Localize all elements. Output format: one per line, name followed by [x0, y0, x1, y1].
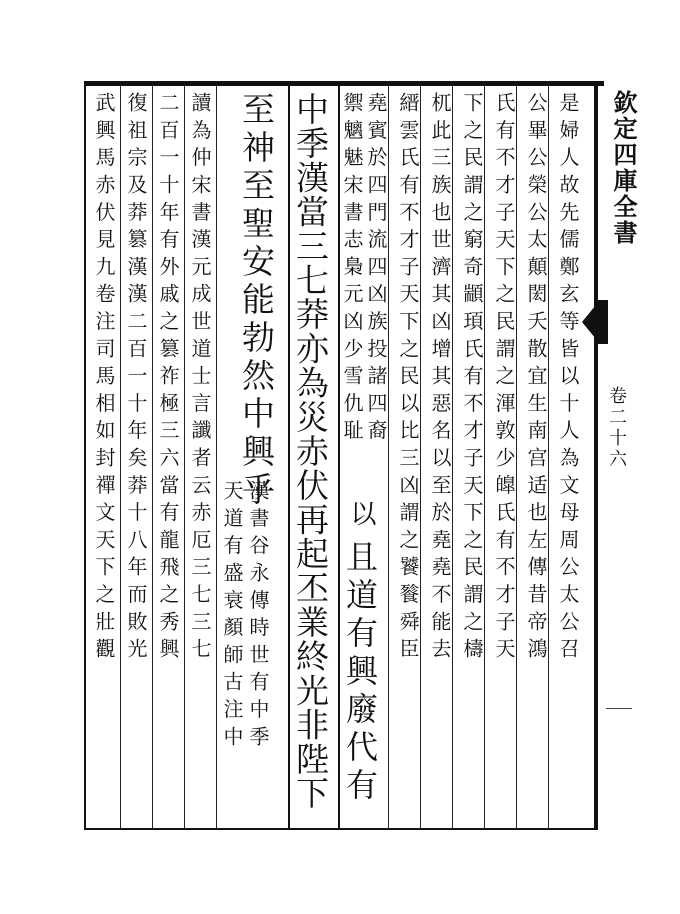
- top-border-rule: [84, 81, 604, 86]
- fish-tail-bar: [598, 300, 608, 344]
- text-column: 武興馬赤伏見九卷注司馬相如封禪文天下之壯觀: [92, 92, 116, 666]
- text-column: 公畢公榮公太顛閎夭散宜生南宫适也左傳昔帝鴻: [524, 92, 548, 666]
- column-rule: [452, 86, 453, 828]
- column-rule: [548, 86, 549, 828]
- text-column: 禦魑魅宋書志梟元凶少雪仇耻: [340, 92, 364, 447]
- text-column: 復祖宗及莽篡漢漢二百一十年矣莽十八年而敗光: [124, 92, 148, 666]
- text-column: 至神至聖安能勃然中興乎: [237, 92, 276, 510]
- column-rule: [216, 86, 217, 828]
- text-column: 二百一十年有外戚之篡祚極三六當有龍飛之秀興: [156, 92, 180, 666]
- column-rule: [388, 86, 389, 828]
- text-column: 以: [346, 500, 376, 528]
- text-column: 漢書谷永傳時世有中季: [246, 480, 270, 753]
- text-column: 是婦人故先儒鄭玄等皆以十人為文母周公太公召: [556, 92, 580, 666]
- column-rule: [516, 86, 517, 828]
- text-column: 讀為仲宋書漢元成世道士言讖者云赤厄三七三七: [188, 92, 212, 666]
- text-column: 氏有不才子天下之民謂之渾敦少皥氏有不才子天: [492, 92, 516, 666]
- volume-label: 卷二十六: [606, 386, 627, 470]
- column-rule: [420, 86, 421, 828]
- text-column: 下之民謂之窮奇顓頊氏有不才子天下之民謂之檮: [460, 92, 484, 666]
- text-column: 杌此三族也世濟其凶增其惡名以至於堯堯不能去: [428, 92, 452, 666]
- column-rule: [120, 86, 121, 828]
- column-rule: [288, 86, 290, 828]
- book-title: 欽定四庫全書: [609, 90, 638, 246]
- column-rule: [484, 86, 485, 828]
- text-column: 天道有盛衰顏師古注中: [220, 480, 244, 753]
- text-column: 中季漢當三七莽亦為災赤伏再起丕業終光非陛下: [291, 92, 330, 811]
- text-column: 縉雲氏有不才子天下之民以比三凶謂之饕餮舜臣: [396, 92, 420, 666]
- column-rule: [152, 86, 153, 828]
- column-rule: [184, 86, 185, 828]
- text-column: 堯賓於四門流四凶族投諸四裔: [364, 92, 388, 447]
- text-column: 且道有興廢代有: [341, 540, 379, 806]
- margin-tick: [606, 708, 632, 709]
